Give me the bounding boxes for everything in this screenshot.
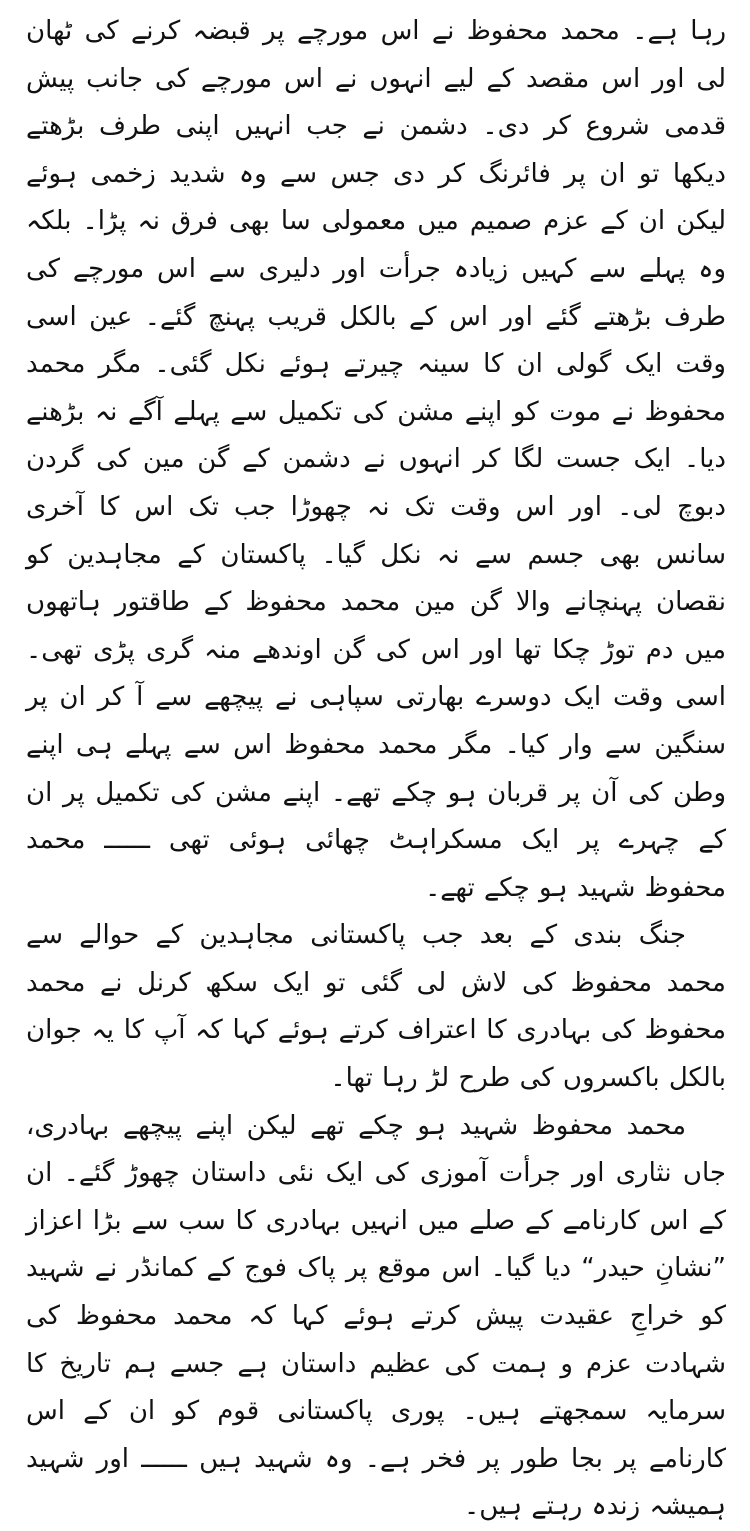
paragraph-1: رہا ہے۔ محمد محفوظ نے اس مورچے پر قبضہ کرنے کی ٹھان لی اور اس مقصد کے لیے انہوں نے اس مورچے کی جانب پیش قدمی شروع کر دی۔ دشمن نے جب انہیں اپنی طرف بڑھتے دیکھا تو ان پر فائرنگ کر دی جس سے وہ شدید زخمی ہوئے لیکن ان کے عزم صمیم میں معمولی سا بھی فرق نہ پڑا۔ بلکہ وہ پہلے سے کہیں زیادہ جرأت اور دلیری سے اس مورچے کی طرف بڑھتے گئے اور اس کے بالکل قریب پہنچ گئے۔ عین اسی وقت ایک گولی ان کا سینہ چیرتے ہوئے نکل گئی۔ مگر محمد محفوظ نے موت کو اپنے مشن کی تکمیل سے پہلے آگے نہ بڑھنے دیا۔ ایک جست لگا کر انہوں نے دشمن کے گن مین کی گردن دبوچ لی۔ اور اس وقت تک نہ چھوڑا جب تک اس کا آخری سانس بھی جسم سے نہ نکل گیا۔ پاکستان کے مجاہدین کو نقصان پہنچانے والا گن مین محمد محفوظ کے طاقتور ہاتھوں میں دم توڑ چکا تھا اور اس کی گن اوندھے منہ گری پڑی تھی۔ اسی وقت ایک دوسرے بھارتی سپاہی نے پیچھے سے آ کر ان پر سنگین سے وار کیا۔ مگر محمد محفوظ اس سے پہلے ہی اپنے وطن کی آن پر قربان ہو چکے تھے۔ اپنے مشن کی تکمیل پر ان کے چہرے پر ایک مسکراہٹ چھائی ہوئی تھی ــــــ محمد محفوظ شہید ہو چکے تھے۔ (26, 16, 726, 903)
paragraph-2: جنگ بندی کے بعد جب پاکستانی مجاہدین کے حوالے سے محمد محفوظ کی لاش لی گئی تو ایک سکھ کرنل نے محمد محفوظ کی بہادری کا اعتراف کرتے ہوئے کہا کہ آپ کا یہ جوان بالکل باکسروں کی طرح لڑ رہا تھا۔ (26, 920, 726, 1094)
paragraph-3: محمد محفوظ شہید ہو چکے تھے لیکن اپنے پیچھے بہادری، جاں نثاری اور جرأت آموزی کی ایک نئی داستان چھوڑ گئے۔ ان کے اس کارنامے کے صلے میں انہیں بہادری کا سب سے بڑا اعزاز ”نشانِ حیدر“ دیا گیا۔ اس موقع پر پاک فوج کے کمانڈر نے شہید کو خراجِ عقیدت پیش کرتے ہوئے کہا کہ محمد محفوظ کی شہادت عزم و ہمت کی عظیم داستان ہے جسے ہم تاریخ کا سرمایہ سمجھتے ہیں۔ پوری پاکستانی قوم کو ان کے اس کارنامے پر بجا طور پر فخر ہے۔ وہ شہید ہیں ــــــ اور شہید ہمیشہ زندہ رہتے ہیں۔ (26, 1110, 726, 1522)
urdu-text-body (26, 8, 726, 1522)
